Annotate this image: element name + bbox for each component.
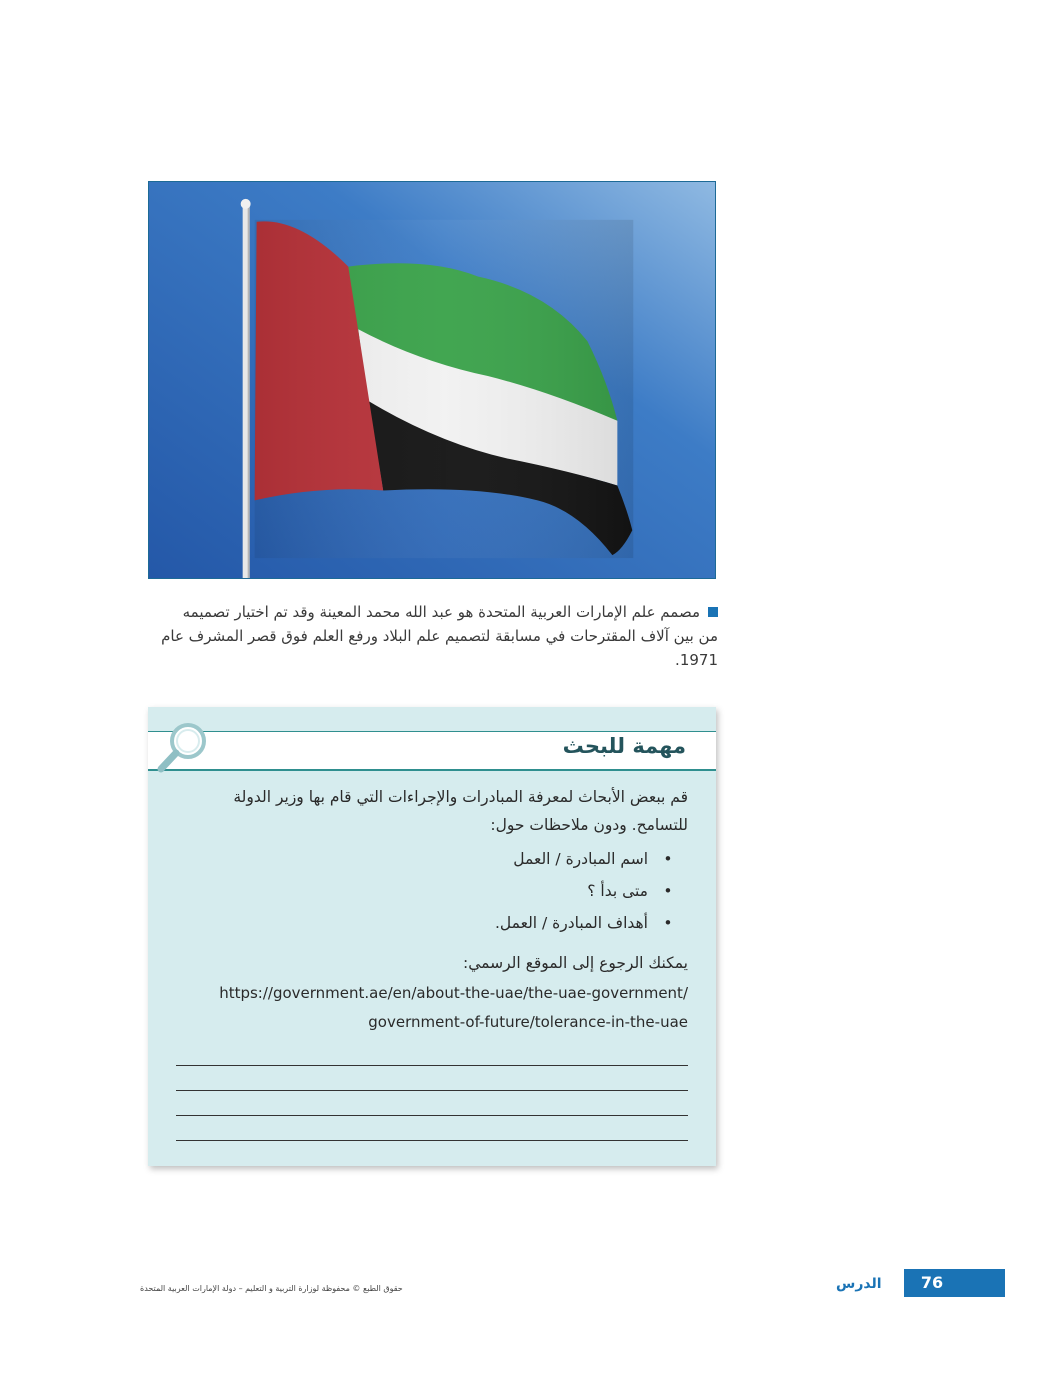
task-header (148, 731, 716, 771)
list-item: •اسم المبادرة / العمل (513, 850, 673, 868)
list-item: •متى بدأ ؟ (587, 882, 673, 900)
official-website-link[interactable] (176, 979, 688, 1037)
answer-line[interactable] (176, 1090, 688, 1091)
answer-line[interactable] (176, 1065, 688, 1066)
uae-flag-image (149, 182, 715, 578)
caption-bullet-icon (708, 607, 718, 617)
magnifier-icon (152, 719, 212, 777)
research-task-box (148, 707, 716, 1166)
task-bullet-list (176, 845, 688, 937)
url-line-1[interactable]: https://government.ae/en/about-the-uae/the-uae-government/ (219, 984, 688, 1002)
page-number: 76 (920, 1273, 944, 1292)
photo-caption (160, 600, 718, 672)
list-item: •أهداف المبادرة / العمل. (494, 914, 673, 932)
task-title: مهمة للبحث (562, 734, 686, 758)
reference-label: يمكنك الرجوع إلى الموقع الرسمي: (463, 954, 688, 972)
caption-text: مصمم علم الإمارات العربية المتحدة هو عبد الله محمد المعينة وقد تم اختيار تصميمه من بين آلاف المقترحات في مسابقة لتصميم علم البلاد ورفع العلم فوق قصر المشرف عام 1971. (161, 603, 718, 669)
task-body (176, 783, 688, 977)
lesson-label: الدرس (836, 1276, 882, 1292)
task-intro: قم ببعض الأبحاث لمعرفة المبادرات والإجراءات التي قام بها وزير الدولة للتسامح. ودون ملاحظات حول: (233, 788, 688, 834)
answer-line[interactable] (176, 1115, 688, 1116)
answer-line[interactable] (176, 1140, 688, 1141)
copyright-notice: حقوق الطبع © محفوظة لوزارة التربية و التعليم – دولة الإمارات العربية المتحدة (140, 1284, 403, 1293)
page-number-badge (904, 1269, 1005, 1297)
flag-photo (148, 181, 716, 579)
url-line-2[interactable]: government-of-future/tolerance-in-the-uae (368, 1013, 688, 1031)
